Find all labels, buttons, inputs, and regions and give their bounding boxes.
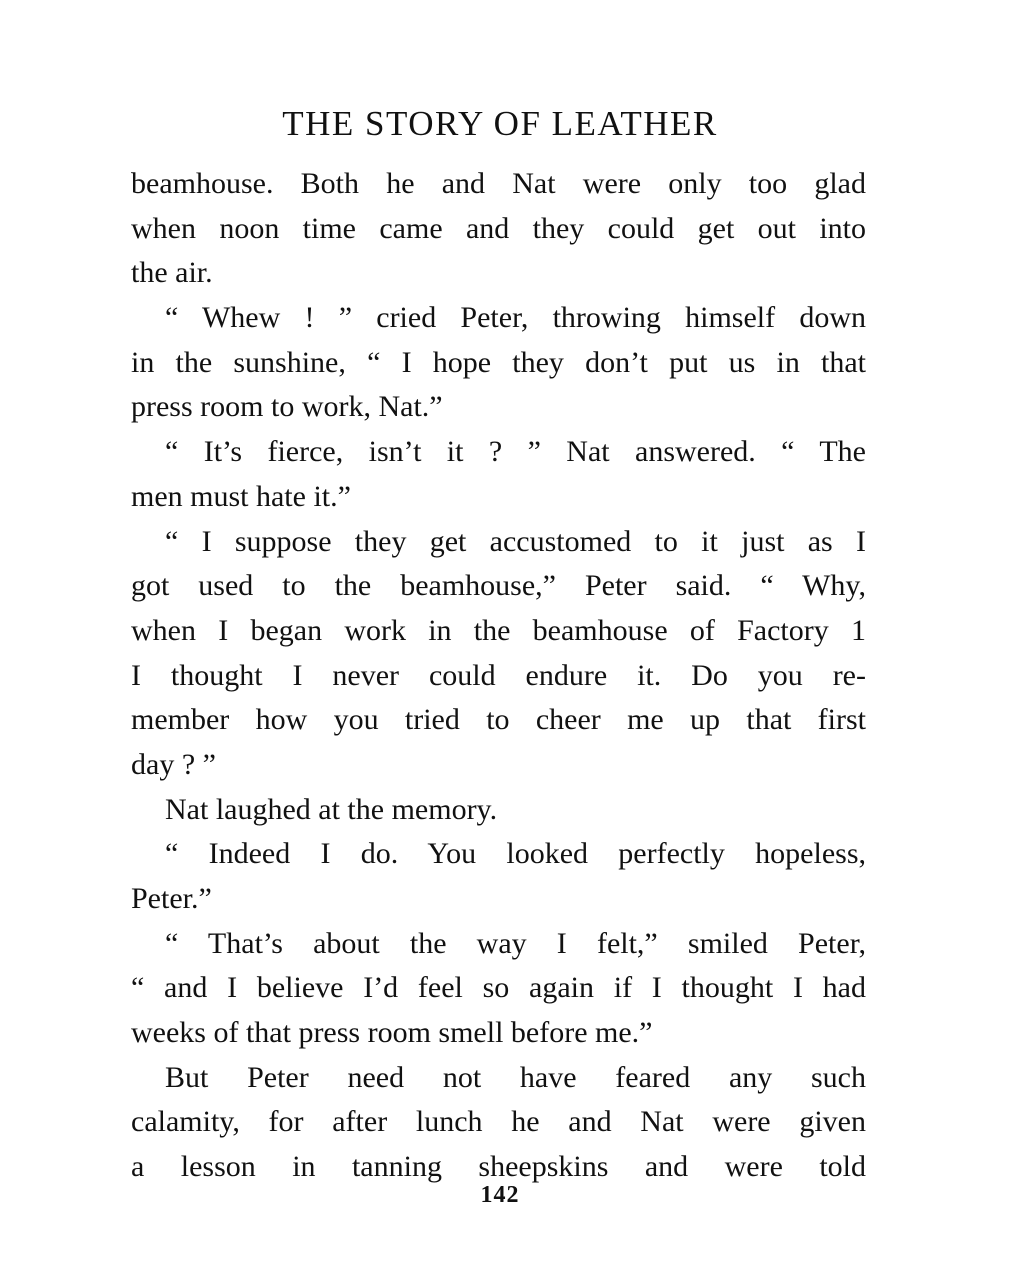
text-line: press room to work, Nat.”: [131, 390, 443, 424]
text-line: I thought I never could endure it. Do you re-: [131, 658, 866, 692]
running-head: THE STORY OF LEATHER: [282, 104, 718, 143]
text-line: the air.: [131, 256, 213, 290]
text-line: calamity, for after lunch he and Nat were given: [131, 1105, 866, 1139]
body-text: [131, 162, 866, 1190]
text-line: “ That’s about the way I felt,” smiled Peter,: [165, 926, 866, 960]
text-line: Nat laughed at the memory.: [165, 792, 498, 826]
text-line: when noon time came and they could get out into: [131, 211, 866, 245]
text-line: when I began work in the beamhouse of Factory 1: [131, 613, 866, 647]
text-line: “ I suppose they get accustomed to it just as I: [165, 524, 866, 558]
page-number: 142: [480, 1182, 520, 1208]
text-line: Peter.”: [131, 882, 212, 915]
text-line: “ It’s fierce, isn’t it ? ” Nat answered. “ The: [165, 435, 866, 469]
text-line: beamhouse. Both he and Nat were only too glad: [131, 167, 866, 200]
text-line: day ? ”: [131, 747, 216, 781]
text-line: “ Indeed I do. You looked perfectly hopeless,: [165, 837, 866, 871]
text-line: weeks of that press room smell before me.”: [131, 1016, 653, 1050]
text-line: in the sunshine, “ I hope they don’t put us in that: [131, 345, 866, 379]
text-line: “ Whew ! ” cried Peter, throwing himself down: [165, 301, 866, 335]
text-line: But Peter need not have feared any such: [165, 1060, 866, 1094]
text-line: got used to the beamhouse,” Peter said. “ Why,: [131, 569, 866, 603]
text-line: member how you tried to cheer me up that first: [131, 703, 866, 737]
text-line: men must hate it.”: [131, 479, 351, 513]
text-line: “ and I believe I’d feel so again if I thought I had: [131, 971, 866, 1005]
text-line: a lesson in tanning sheepskins and were told: [131, 1150, 866, 1184]
